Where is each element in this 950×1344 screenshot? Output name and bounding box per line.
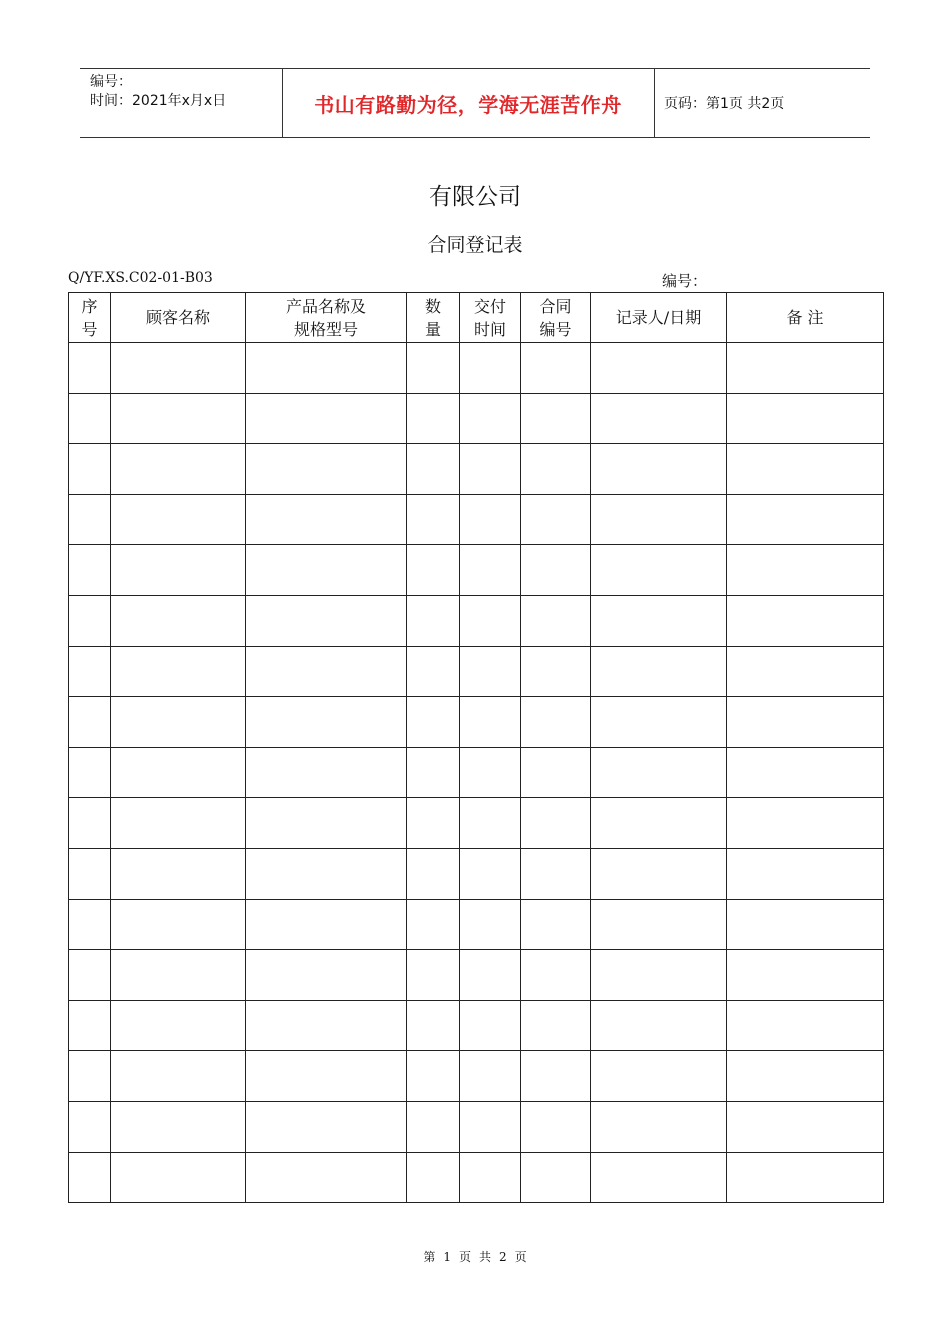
table-cell[interactable] bbox=[460, 1000, 521, 1051]
header-divider bbox=[654, 69, 655, 137]
table-cell[interactable] bbox=[246, 1000, 407, 1051]
table-cell[interactable] bbox=[246, 494, 407, 545]
table-row bbox=[69, 444, 884, 495]
table-row bbox=[69, 1101, 884, 1152]
form-code: Q/YF.XS.C02-01-B03 bbox=[68, 270, 213, 286]
table-cell[interactable] bbox=[69, 444, 111, 495]
table-cell[interactable] bbox=[727, 444, 884, 495]
table-row bbox=[69, 697, 884, 748]
table-cell[interactable] bbox=[111, 747, 246, 798]
table-cell[interactable] bbox=[246, 444, 407, 495]
table-cell[interactable] bbox=[727, 595, 884, 646]
table-cell[interactable] bbox=[727, 393, 884, 444]
table-cell[interactable] bbox=[111, 1000, 246, 1051]
table-cell[interactable] bbox=[591, 1051, 727, 1102]
table-body bbox=[69, 343, 884, 1203]
table-cell[interactable] bbox=[69, 646, 111, 697]
footer-text: 第 bbox=[423, 1250, 436, 1264]
table-cell[interactable] bbox=[727, 950, 884, 1001]
table-cell[interactable] bbox=[246, 798, 407, 849]
footer-page-total: 2 bbox=[499, 1250, 507, 1264]
table-cell[interactable] bbox=[460, 595, 521, 646]
table-row bbox=[69, 950, 884, 1001]
table-cell[interactable] bbox=[69, 950, 111, 1001]
table-cell[interactable] bbox=[591, 950, 727, 1001]
table-cell[interactable] bbox=[111, 393, 246, 444]
table-cell[interactable] bbox=[460, 444, 521, 495]
table-cell[interactable] bbox=[407, 899, 460, 950]
table-cell[interactable] bbox=[407, 545, 460, 596]
header-motto: 书山有路勤为径，学海无涯苦作舟 bbox=[314, 92, 622, 117]
table-cell[interactable] bbox=[460, 393, 521, 444]
table-cell[interactable] bbox=[460, 545, 521, 596]
table-cell[interactable] bbox=[591, 899, 727, 950]
table-cell[interactable] bbox=[69, 1051, 111, 1102]
table-cell[interactable] bbox=[727, 343, 884, 394]
table-row bbox=[69, 393, 884, 444]
table-cell[interactable] bbox=[521, 545, 591, 596]
table-cell[interactable] bbox=[521, 494, 591, 545]
footer-text: 页 bbox=[458, 1250, 471, 1264]
table-cell[interactable] bbox=[407, 697, 460, 748]
table-cell[interactable] bbox=[727, 798, 884, 849]
table-cell[interactable] bbox=[69, 697, 111, 748]
table-cell[interactable] bbox=[111, 848, 246, 899]
table-cell[interactable] bbox=[521, 646, 591, 697]
table-cell[interactable] bbox=[69, 343, 111, 394]
table-cell[interactable] bbox=[460, 494, 521, 545]
col-header-delivery: 交付 时间 bbox=[460, 293, 521, 343]
table-cell[interactable] bbox=[111, 1152, 246, 1203]
table-cell[interactable] bbox=[111, 1051, 246, 1102]
table-row bbox=[69, 595, 884, 646]
col-header-contract-no: 合同 编号 bbox=[521, 293, 591, 343]
table-cell[interactable] bbox=[69, 1000, 111, 1051]
table-cell[interactable] bbox=[407, 747, 460, 798]
table-cell[interactable] bbox=[246, 697, 407, 748]
table-cell[interactable] bbox=[521, 798, 591, 849]
table-cell[interactable] bbox=[111, 595, 246, 646]
header-meta bbox=[90, 73, 226, 111]
table-cell[interactable] bbox=[407, 1152, 460, 1203]
table-cell[interactable] bbox=[591, 393, 727, 444]
table-cell[interactable] bbox=[111, 545, 246, 596]
table-cell[interactable] bbox=[69, 1152, 111, 1203]
table-cell[interactable] bbox=[246, 595, 407, 646]
table-cell[interactable] bbox=[591, 1000, 727, 1051]
table-cell[interactable] bbox=[727, 1000, 884, 1051]
table-cell[interactable] bbox=[111, 494, 246, 545]
table-cell[interactable] bbox=[591, 595, 727, 646]
table-row bbox=[69, 494, 884, 545]
table-cell[interactable] bbox=[246, 950, 407, 1001]
table-cell[interactable] bbox=[111, 899, 246, 950]
table-cell[interactable] bbox=[460, 697, 521, 748]
table-cell[interactable] bbox=[111, 950, 246, 1001]
table-cell[interactable] bbox=[591, 848, 727, 899]
table-cell[interactable] bbox=[727, 697, 884, 748]
table-cell[interactable] bbox=[727, 899, 884, 950]
contract-register-table bbox=[68, 292, 884, 1203]
table-cell[interactable] bbox=[591, 494, 727, 545]
table-cell[interactable] bbox=[111, 646, 246, 697]
table-cell[interactable] bbox=[727, 848, 884, 899]
table-cell[interactable] bbox=[407, 1051, 460, 1102]
col-header-quantity: 数 量 bbox=[407, 293, 460, 343]
table-cell[interactable] bbox=[407, 646, 460, 697]
table-cell[interactable] bbox=[591, 444, 727, 495]
table-cell[interactable] bbox=[591, 343, 727, 394]
table-cell[interactable] bbox=[407, 494, 460, 545]
table-row bbox=[69, 545, 884, 596]
table-cell[interactable] bbox=[591, 1152, 727, 1203]
col-header-seq: 序 号 bbox=[69, 293, 111, 343]
table-cell[interactable] bbox=[521, 747, 591, 798]
table-cell[interactable] bbox=[407, 950, 460, 1001]
table-cell[interactable] bbox=[460, 1152, 521, 1203]
table-cell[interactable] bbox=[69, 545, 111, 596]
table-cell[interactable] bbox=[69, 848, 111, 899]
table-cell[interactable] bbox=[591, 545, 727, 596]
table-cell[interactable] bbox=[727, 494, 884, 545]
table-cell[interactable] bbox=[727, 1152, 884, 1203]
table-cell[interactable] bbox=[69, 393, 111, 444]
table-cell[interactable] bbox=[521, 697, 591, 748]
table-cell[interactable] bbox=[246, 646, 407, 697]
table-cell[interactable] bbox=[407, 444, 460, 495]
table-cell[interactable] bbox=[521, 595, 591, 646]
table-cell[interactable] bbox=[111, 697, 246, 748]
table-row bbox=[69, 1051, 884, 1102]
table-cell[interactable] bbox=[246, 1051, 407, 1102]
table-cell[interactable] bbox=[521, 1000, 591, 1051]
table-cell[interactable] bbox=[521, 950, 591, 1001]
form-number-label: 编号： bbox=[662, 272, 708, 290]
table-cell[interactable] bbox=[246, 393, 407, 444]
table-row bbox=[69, 343, 884, 394]
table-cell[interactable] bbox=[69, 798, 111, 849]
table-cell[interactable] bbox=[521, 1152, 591, 1203]
table-cell[interactable] bbox=[246, 1152, 407, 1203]
table-cell[interactable] bbox=[246, 848, 407, 899]
table-cell[interactable] bbox=[460, 950, 521, 1001]
table-row bbox=[69, 1000, 884, 1051]
header-number-label: 编号： bbox=[90, 74, 132, 90]
table-cell[interactable] bbox=[407, 1101, 460, 1152]
table-header-row bbox=[69, 293, 884, 343]
table-cell[interactable] bbox=[727, 646, 884, 697]
table-cell[interactable] bbox=[69, 494, 111, 545]
table-cell[interactable] bbox=[111, 343, 246, 394]
table-cell[interactable] bbox=[727, 1051, 884, 1102]
table-cell[interactable] bbox=[727, 747, 884, 798]
table-cell[interactable] bbox=[521, 899, 591, 950]
table-cell[interactable] bbox=[460, 798, 521, 849]
table-cell[interactable] bbox=[69, 595, 111, 646]
table-cell[interactable] bbox=[591, 646, 727, 697]
table-cell[interactable] bbox=[111, 444, 246, 495]
header-page-info: 页码：第1页 共2页 bbox=[664, 96, 785, 112]
table-cell[interactable] bbox=[69, 899, 111, 950]
col-header-product: 产品名称及 规格型号 bbox=[246, 293, 407, 343]
table-cell[interactable] bbox=[69, 1101, 111, 1152]
table-cell[interactable] bbox=[69, 747, 111, 798]
table-cell[interactable] bbox=[460, 848, 521, 899]
table-cell[interactable] bbox=[407, 393, 460, 444]
header-date: 时间：2021年x月x日 bbox=[90, 93, 227, 109]
footer-page-current: 1 bbox=[443, 1250, 451, 1264]
table-cell[interactable] bbox=[521, 848, 591, 899]
table-cell[interactable] bbox=[407, 343, 460, 394]
table-cell[interactable] bbox=[407, 798, 460, 849]
table-cell[interactable] bbox=[111, 1101, 246, 1152]
table-cell[interactable] bbox=[521, 343, 591, 394]
table-cell[interactable] bbox=[521, 1051, 591, 1102]
table-cell[interactable] bbox=[460, 1051, 521, 1102]
table-cell[interactable] bbox=[407, 848, 460, 899]
table-row bbox=[69, 747, 884, 798]
company-name: 有限公司 bbox=[429, 184, 521, 210]
page-header bbox=[80, 68, 870, 138]
col-header-customer: 顾客名称 bbox=[111, 293, 246, 343]
table-cell[interactable] bbox=[591, 697, 727, 748]
form-title: 合同登记表 bbox=[427, 234, 523, 256]
table-cell[interactable] bbox=[591, 747, 727, 798]
table-cell[interactable] bbox=[111, 798, 246, 849]
table-cell[interactable] bbox=[460, 747, 521, 798]
table-cell[interactable] bbox=[521, 1101, 591, 1152]
col-header-recorder: 记录人/日期 bbox=[591, 293, 727, 343]
table-cell[interactable] bbox=[246, 747, 407, 798]
table-cell[interactable] bbox=[460, 646, 521, 697]
table-cell[interactable] bbox=[246, 343, 407, 394]
table-row bbox=[69, 798, 884, 849]
footer-text: 共 bbox=[479, 1250, 492, 1264]
footer-text: 页 bbox=[514, 1250, 527, 1264]
table-row bbox=[69, 899, 884, 950]
table-row bbox=[69, 1152, 884, 1203]
table-cell[interactable] bbox=[521, 444, 591, 495]
table-cell[interactable] bbox=[407, 1000, 460, 1051]
table-cell[interactable] bbox=[521, 393, 591, 444]
table-cell[interactable] bbox=[246, 899, 407, 950]
table-cell[interactable] bbox=[460, 343, 521, 394]
table-cell[interactable] bbox=[246, 1101, 407, 1152]
page-footer bbox=[0, 1248, 950, 1265]
table-row bbox=[69, 646, 884, 697]
table-cell[interactable] bbox=[460, 1101, 521, 1152]
table-cell[interactable] bbox=[591, 798, 727, 849]
table-cell[interactable] bbox=[727, 1101, 884, 1152]
table-cell[interactable] bbox=[246, 545, 407, 596]
table-cell[interactable] bbox=[407, 595, 460, 646]
table-row bbox=[69, 848, 884, 899]
table-cell[interactable] bbox=[460, 899, 521, 950]
table-cell[interactable] bbox=[591, 1101, 727, 1152]
table-cell[interactable] bbox=[727, 545, 884, 596]
col-header-remarks: 备 注 bbox=[727, 293, 884, 343]
